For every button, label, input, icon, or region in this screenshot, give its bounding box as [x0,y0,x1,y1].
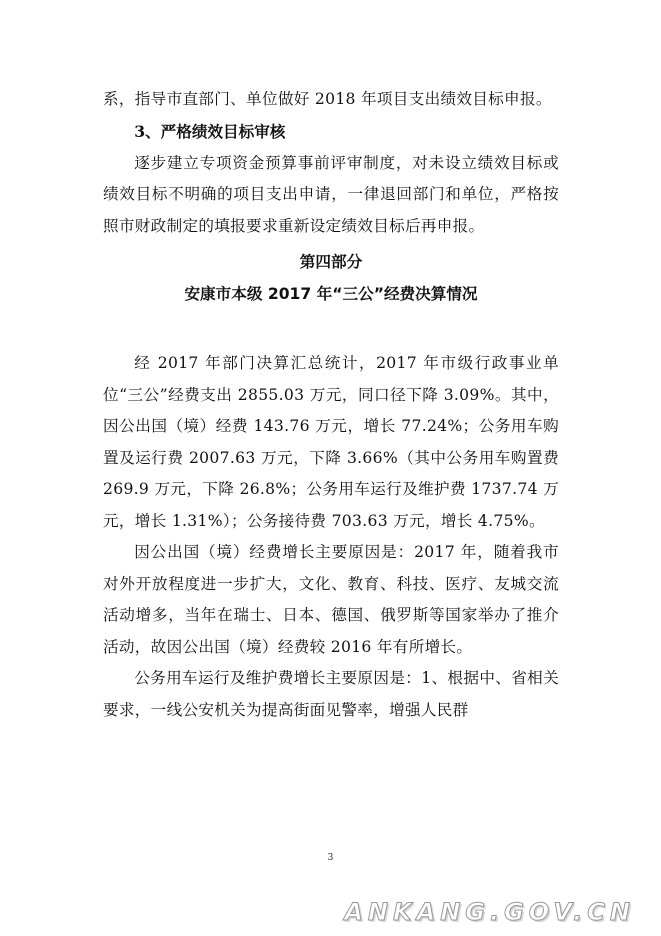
site-watermark: ANKANG.GOV.CN [344,898,635,926]
spacer [103,310,559,348]
paragraph-summary: 经 2017 年部门决算汇总统计，2017 年市级行政事业单位“三公”经费支出 2855.03 万元，同口径下降 3.09%。其中，因公出国（境）经费 143.76 万元，增长 77.24%；公务用车购置及运行费 2007.63 万元，下降 3.66%（其中公务用车购置费 269.9 万元，下降 26.8%；公务用车运行及维护费 1737.74 万元，增长 1.31%）；公务接待费 703.63 万元，增长 4.75%。 [103,354,559,530]
paragraph-review-system: 逐步建立专项资金预算事前评审制度，对未设立绩效目标或绩效目标不明确的项目支出申请，一律退回部门和单位，严格按照市财政制定的填报要求重新设定绩效目标后再申报。 [103,153,559,235]
paragraph-vehicle-reason: 公务用车运行及维护费增长主要原因是：1、根据中、省相关要求，一线公安机关为提高街面见警率，增强人民群 [103,669,559,719]
paragraph-continued: 系，指导市直部门、单位做好 2018 年项目支出绩效目标申报。 [103,90,552,108]
document-body [103,84,559,726]
paragraph-travel-reason: 因公出国（境）经费增长主要原因是：2017 年，随着我市对外开放程度进一步扩大，文化、教育、科技、医疗、友城交流活动增多，当年在瑞士、日本、德国、俄罗斯等国家举办了推介活动，故因公出国（境）经费较 2016 年有所增长。 [103,543,559,656]
part-four-title: 第四部分 [299,253,363,271]
heading-strict-review: 3、严格绩效目标审核 [134,121,286,141]
page-number: 3 [327,853,334,863]
section-title: 安康市本级 2017 年“三公”经费决算情况 [184,285,478,303]
